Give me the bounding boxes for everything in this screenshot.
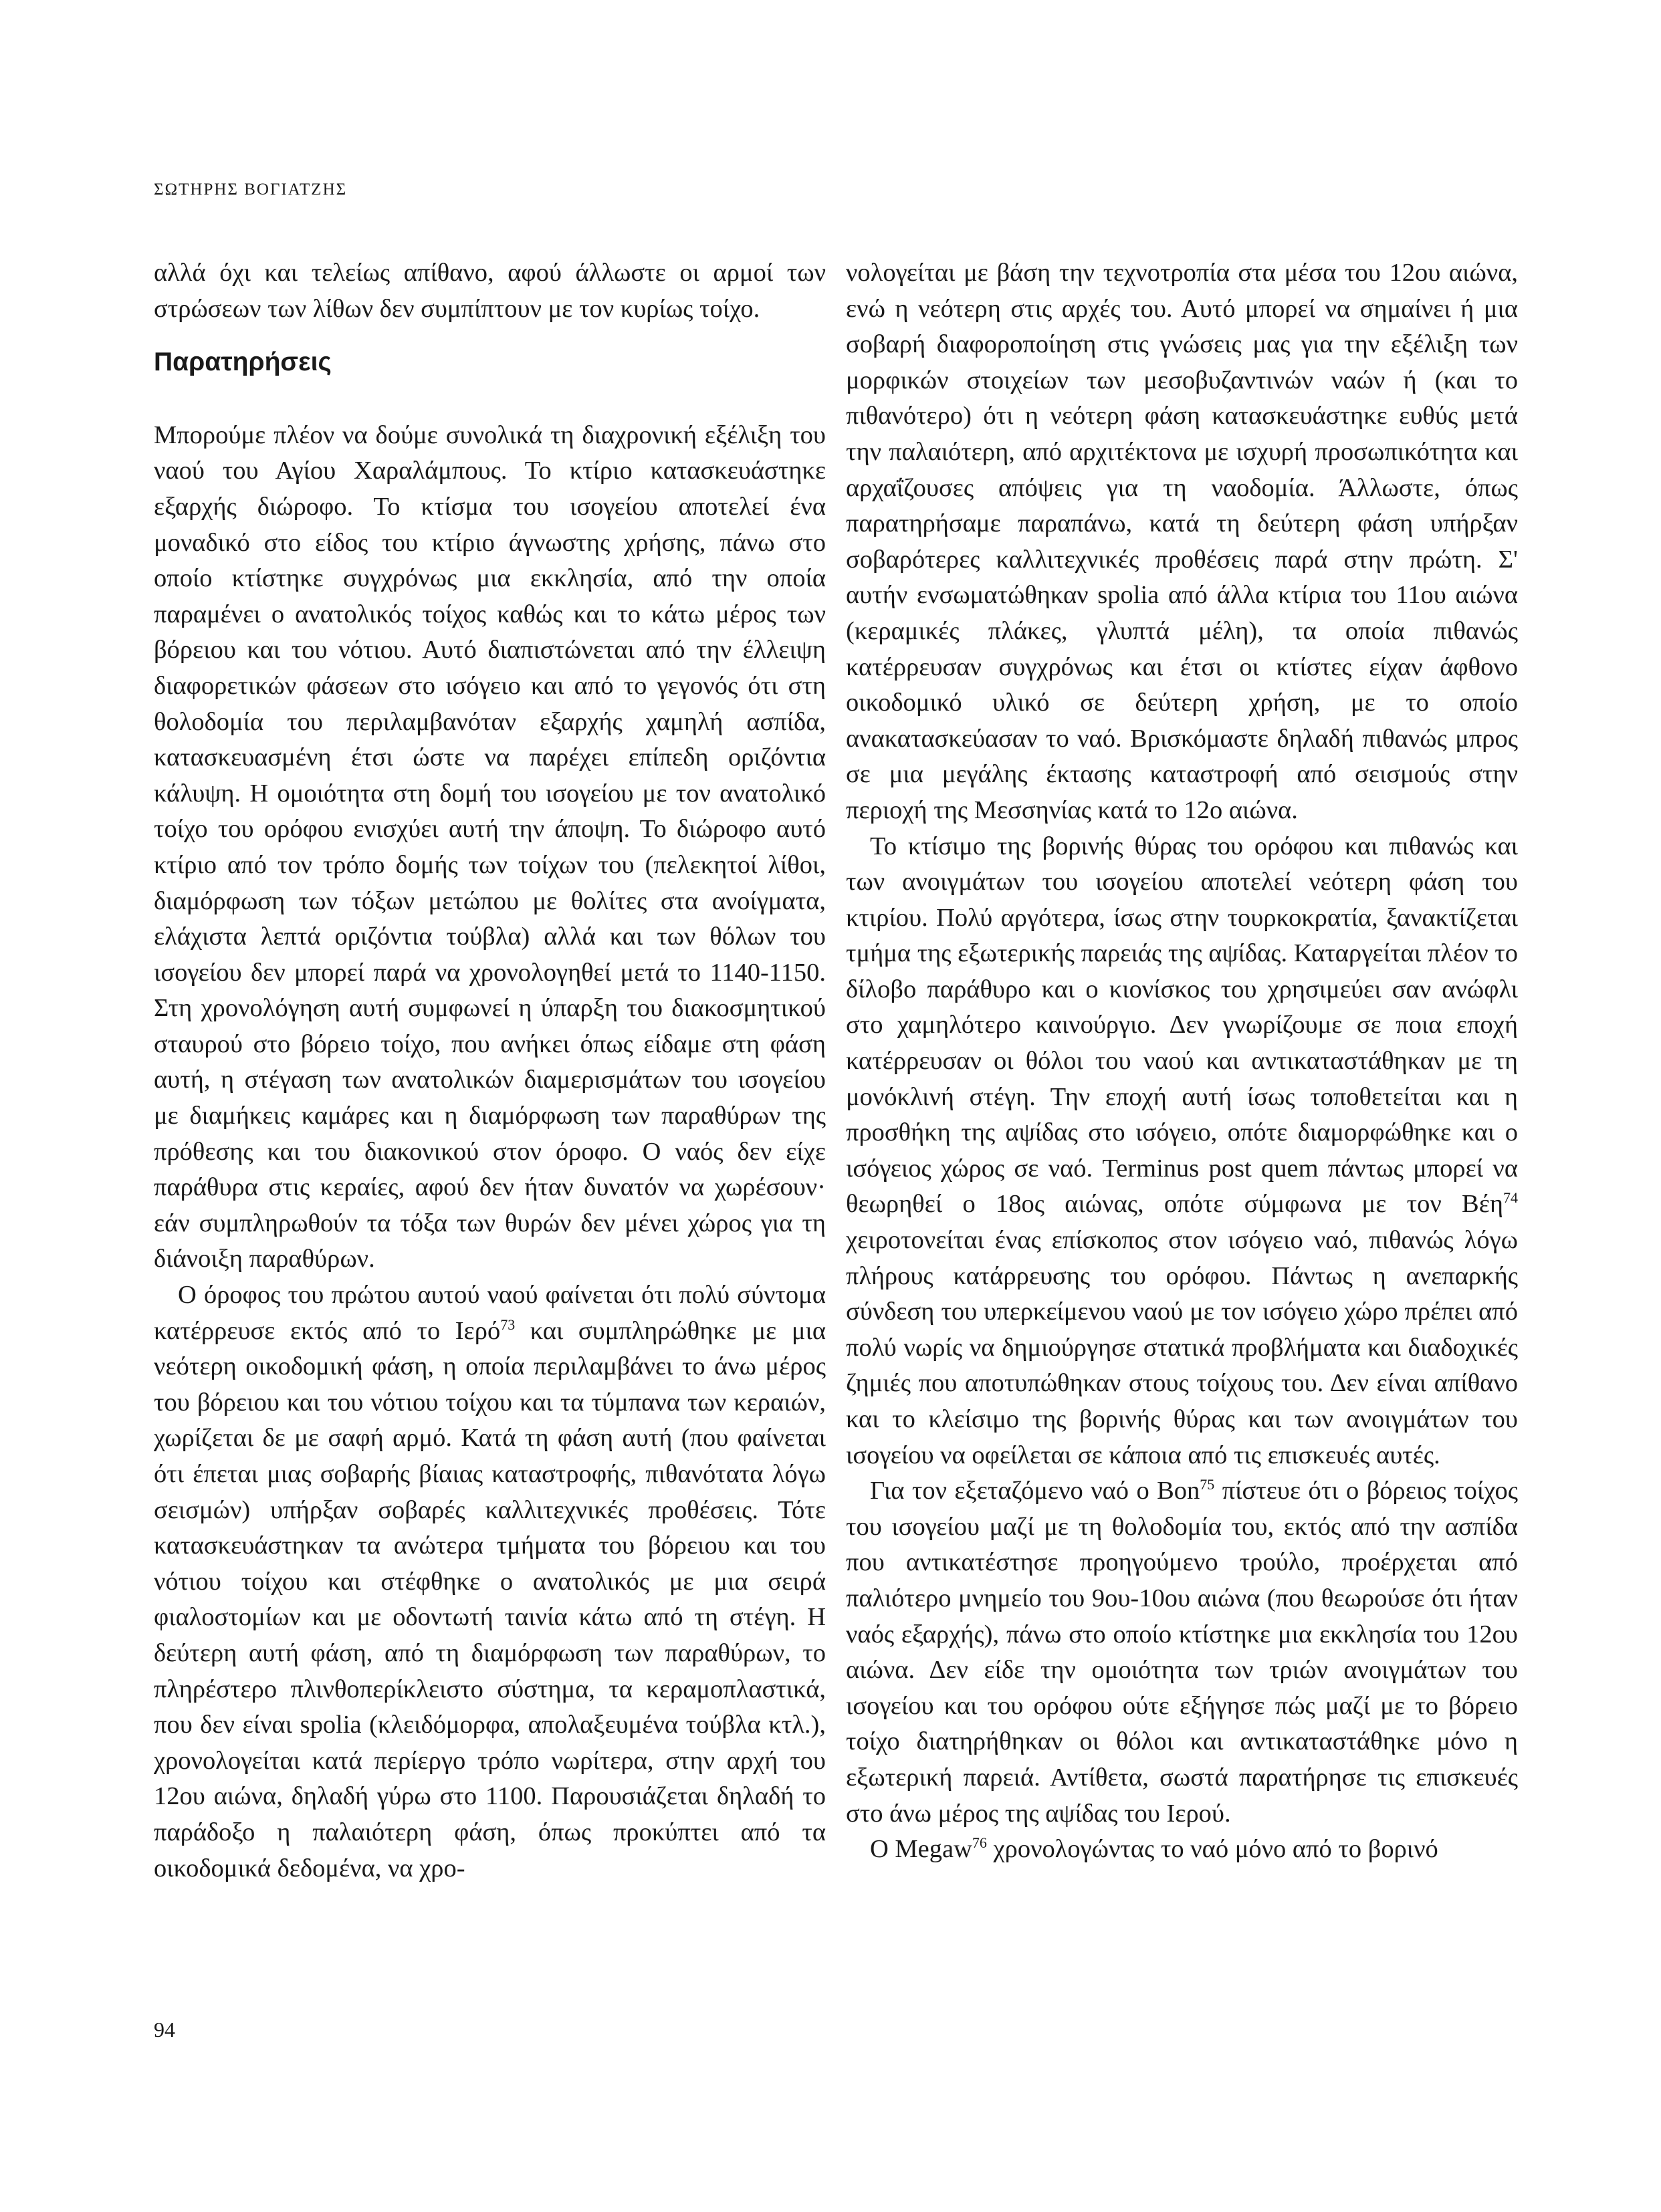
paragraph-continued: νολογείται με βάση την τεχνοτροπία στα μέσα του 12ου αιώνα, ενώ η νεότερη στις αρχές του. Αυτό μπορεί να σημαίνει ή μια σοβαρή διαφοροποίηση στις γνώσεις μας για την εξέλιξη των μορφικών στοιχείων των μεσοβυζαντινών ναών ή (και το πιθανότερο) ότι η νεότερη φάση κατασκευάστηκε ευθύς μετά την παλαιότερη, από αρχιτέκτονα με ισχυρή προσωπικότητα και αρχαΐζουσες απόψεις για τη ναοδομία. Άλλωστε, όπως παρατηρήσαμε παραπάνω, κατά τη δεύτερη φάση υπήρξαν σοβαρότερες καλλιτεχνικές προθέσεις παρά στην πρώτη. Σ' αυτήν ενσωματώθηκαν spolia από άλλα κτίρια του 11ου αιώνα (κεραμικές πλάκες, γλυπτά μέλη), τα οποία πιθανώς κατέρρευσαν συγχρόνως και έτσι οι κτίστες είχαν άφθονο οικοδομικό υλικό σε δεύτερη χρήση, με το οποίο ανακατασκεύασαν το ναό. Βρισκόμαστε δηλαδή πιθανώς μπρος σε μια μεγάλης έκτασης καταστροφή από σεισμούς στην περιοχή της Μεσσηνίας κατά το 12ο αιώνα. — [846, 259, 1518, 824]
running-head: ΣΩΤΗΡΗΣ ΒΟΓΙΑΤΖΗΣ — [154, 180, 348, 199]
paragraph-3-text-b: χειροτονείται ένας επίσκοπος στον ισόγειο ναό, πιθανώς λόγω πλήρους κατάρρευσης του ορόφου. Πάντως η ανεπαρκής σύνδεση του υπερκείμενου ναού με τον ισόγειο χώρο πρέπει από πολύ νωρίς να δημιούργησε στατικά προβλήματα και διαδοχικές ζημιές που αποτυπώθηκαν στους τοίχους του. Δεν είναι απίθανο και το κλείσιμο της βορινής θύρας και των ανοιγμάτων του ισογείου να οφείλεται σε κάποια από τις επισκευές αυτές. — [846, 1226, 1518, 1469]
footnote-ref-76[interactable]: 76 — [972, 1834, 987, 1852]
paragraph-4 — [846, 1473, 1518, 1832]
page-number: 94 — [154, 2017, 175, 2042]
paragraph-4-text-a: Για τον εξεταζόμενο ναό ο Bon — [870, 1477, 1200, 1505]
paragraph-1: Μπορούμε πλέον να δούμε συνολικά τη διαχρονική εξέλιξη του ναού του Αγίου Χαραλάμπους. Το κτίριο κατασκευάστηκε εξαρχής διώροφο. Το κτίσμα του ισογείου αποτελεί ένα μοναδικό στο είδος του κτίριο άγνωστης χρήσης, πάνω στο οποίο κτίστηκε συγχρόνως μια εκκλησία, από την οποία παραμένει ο ανατολικός τοίχος καθώς και το κάτω μέρος των βόρειου και του νότιου. Αυτό διαπιστώνεται από την έλλειψη διαφορετικών φάσεων στο ισόγειο και από το γεγονός ότι στη θολοδομία του περιλαμβανόταν εξαρχής χαμηλή ασπίδα, κατασκευασμένη έτσι ώστε να παρέχει επίπεδη οριζόντια κάλυψη. Η ομοιότητα στη δομή του ισογείου με τον ανατολικό τοίχο του ορόφου ενισχύει αυτή την άποψη. Το διώροφο αυτό κτίριο από τον τρόπο δομής των τοίχων του (πελεκητοί λίθοι, διαμόρφωση των τόξων μετώπου με θολίτες στα ανοίγματα, ελάχιστα λεπτά οριζόντια τούβλα) αλλά και των θόλων του ισογείου δεν μπορεί παρά να χρονολογηθεί μετά το 1140-1150. Στη χρονολόγηση αυτή συμφωνεί η ύπαρξη του διακοσμητικού σταυρού στο βόρειο τοίχο, που ανήκει όπως είδαμε στη φάση αυτή, η στέγαση των ανατολικών διαμερισμάτων του ισογείου με διαμήκεις καμάρες και η διαμόρφωση των παραθύρων της πρόθεσης και του διακονικού στον όροφο. Ο ναός δεν είχε παράθυρα στις κεραίες, αφού δεν ήταν δυνατόν να χωρέσουν· εάν συμπληρωθούν τα τόξα των θυρών δεν μένει χώρος για τη διάνοιξη παραθύρων. — [154, 420, 826, 1273]
section-heading: Παρατηρήσεις — [154, 348, 332, 377]
left-column — [154, 255, 826, 1886]
footnote-ref-75[interactable]: 75 — [1200, 1476, 1215, 1493]
paragraph-5-text-b: χρονολογώντας το ναό μόνο από το βορινό — [986, 1835, 1438, 1864]
paragraph-4-text-b: πίστευε ότι ο βόρειος τοίχος του ισογείου μαζί με τη θολοδομία του, εκτός από την ασπίδα που αντικατέστησε προηγούμενο τρούλο, προέρχεται από παλιότερο μνημείο του 9ου-10ου αιώνα (που θεωρούσε ότι ήταν ναός εξαρχής), πάνω στο οποίο κτίστηκε μια εκκλησία του 12ου αιώνα. Δεν είδε την ομοιότητα των τριών ανοιγμάτων του ισογείου και του ορόφου ούτε εξήγησε πώς μαζί με το βόρειο τοίχο διατηρήθηκαν οι θόλοι και αντικαταστάθηκε μόνο η εξωτερική παρειά. Αντίθετα, σωστά παρατήρησε τις επισκευές στο άνω μέρος της αψίδας του Ιερού. — [846, 1477, 1518, 1828]
paragraph-2-text-b: και συμπληρώθηκε με μια νεότερη οικοδομική φάση, η οποία περιλαμβάνει το άνω μέρος του βόρειου και του νότιου τοίχου και τα τύμπανα των κεραιών, χωρίζεται δε με σαφή αρμό. Κατά τη φάση αυτή (που φαίνεται ότι έπεται μιας σοβαρής βίαιας καταστροφής, πιθανότατα λόγω σεισμών) υπήρξαν σοβαρές καλλιτεχνικές προθέσεις. Τότε κατασκευάστηκαν τα ανώτερα τμήματα του βόρειου και του νότιου τοίχου και στέφθηκε ο ανατολικός με μια σειρά φιαλοστομίων και με οδοντωτή ταινία κάτω από τη στέγη. Η δεύτερη αυτή φάση, από τη διαμόρφωση των παραθύρων, το πληρέστερο πλινθοπερίκλειστο σύστημα, τα κεραμοπλαστικά, που δεν είναι spolia (κλειδόμορφα, απολαξευμένα τούβλα κτλ.), χρονολογείται κατά περίεργο τρόπο νωρίτερα, στην αρχή του 12ου αιώνα, δηλαδή γύρω στο 1100. Παρουσιάζεται δηλαδή το παράδοξο η παλαιότερη φάση, όπως προκύπτει από τα οικοδομικά δεδομένα, να χρο- — [154, 1316, 826, 1882]
paragraph-3 — [846, 829, 1518, 1474]
right-column — [846, 255, 1518, 1868]
paragraph-intro: αλλά όχι και τελείως απίθανο, αφού άλλωστε οι αρμοί των στρώσεων των λίθων δεν συμπίπτουν με τον κυρίως τοίχο. — [154, 259, 826, 323]
paragraph-5 — [846, 1832, 1518, 1868]
paragraph-3-text-a: Το κτίσιμο της βορινής θύρας του ορόφου και πιθανώς και των ανοιγμάτων του ισογείου αποτελεί νεότερη φάση του κτιρίου. Πολύ αργότερα, ίσως στην τουρκοκρατία, ξανακτίζεται τμήμα της εξωτερικής παρειάς της αψίδας. Καταργείται πλέον το δίλοβο παράθυρο και ο κιονίσκος του χρησιμεύει σαν ανώφλι στο χαμηλότερο καινούργιο. Δεν γνωρίζουμε σε ποια εποχή κατέρρευσαν οι θόλοι του ναού και αντικαταστάθηκαν με τη μονόκλινή στέγη. Την εποχή αυτή ίσως τοποθετείται και η προσθήκη της αψίδας στο ισόγειο, οπότε διαμορφώθηκε και ο ισόγειος χώρος σε ναό. Terminus post quem πάντως μπορεί να θεωρηθεί ο 18ος αιώνας, οπότε σύμφωνα με τον Βέη — [846, 832, 1518, 1219]
paragraph-5-text-a: Ο Megaw — [870, 1835, 972, 1864]
footnote-ref-74[interactable]: 74 — [1503, 1189, 1518, 1207]
footnote-ref-73[interactable]: 73 — [500, 1316, 516, 1333]
paragraph-2 — [154, 1277, 826, 1886]
paragraph-2-text-a: Ο όροφος του πρώτου αυτού ναού φαίνεται ότι πολύ σύντομα κατέρρευσε εκτός από το Ιερό — [154, 1281, 826, 1345]
